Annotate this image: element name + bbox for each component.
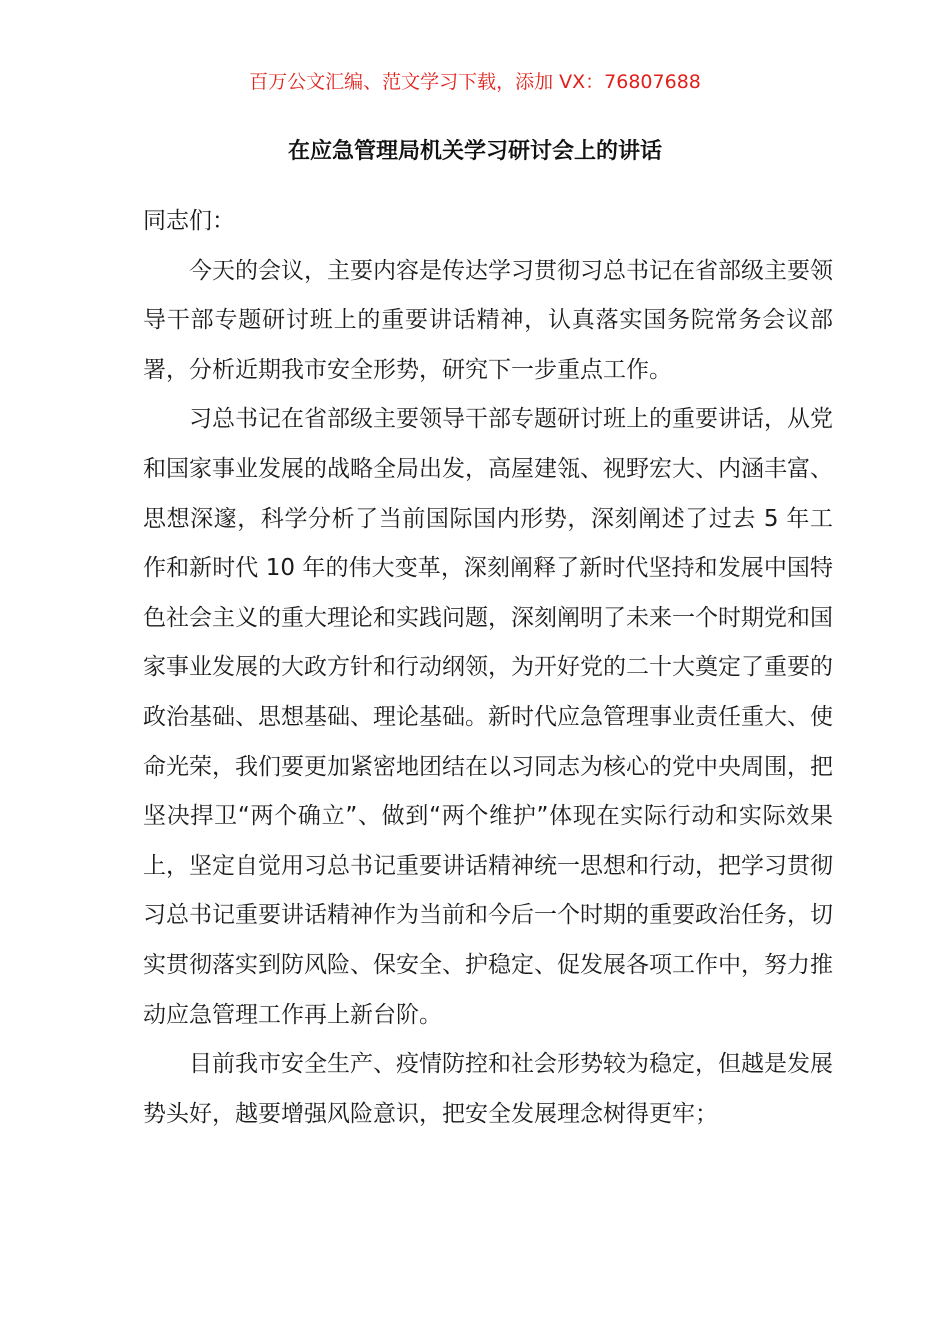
salutation: 同志们： bbox=[143, 208, 235, 234]
paragraph: 目前我市安全生产、疫情防控和社会形势较为稳定，但越是发展势头好，越要增强风险意识，把安全发展理念树得更牢； bbox=[143, 1051, 833, 1127]
paragraph: 今天的会议，主要内容是传达学习贯彻习总书记在省部级主要领导干部专题研讨班上的重要讲话精神，认真落实国务院常务会议部署，分析近期我市安全形势，研究下一步重点工作。 bbox=[143, 257, 833, 383]
document-title: 在应急管理局机关学习研讨会上的讲话 bbox=[287, 139, 662, 164]
paragraph: 习总书记在省部级主要领导干部专题研讨班上的重要讲话，从党和国家事业发展的战略全局出发，高屋建瓴、视野宏大、内涵丰富、思想深邃，科学分析了当前国际国内形势，深刻阐述了过去 5 年工作和新时代 10 年的伟大变革，深刻阐释了新时代坚持和发展中国特色社会主义的重大理论和实践问题，深刻阐明了未来一个时期党和国家事业发展的大政方针和行动纲领，为开好党的二十大奠定了重要的政治基础、思想基础、理论基础。新时代应急管理事业责任重大、使命光荣，我们要更加紧密地团结在以习同志为核心的党中央周围，把坚决捍卫“两个确立”、做到“两个维护”体现在实际行动和实际效果上，坚定自觉用习总书记重要讲话精神统一思想和行动，把学习贯彻习总书记重要讲话精神作为当前和今后一个时期的重要政治任务，切实贯彻落实到防风险、保安全、护稳定、促发展各项工作中，努力推动应急管理工作再上新台阶。 bbox=[143, 406, 833, 1028]
document-body bbox=[143, 197, 833, 1139]
promo-banner: 百万公文汇编、范文学习下载，添加 VX：76807688 bbox=[249, 71, 701, 93]
